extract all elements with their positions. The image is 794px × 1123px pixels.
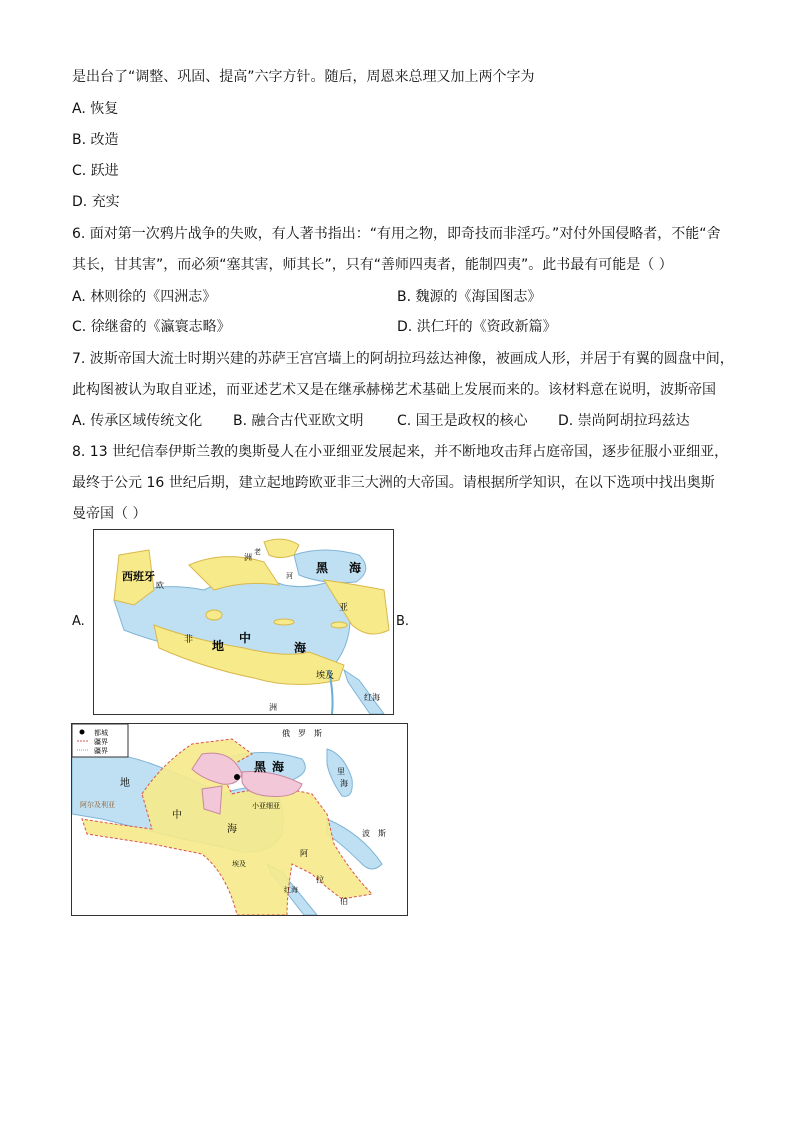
q8-stem-line1: 8. 13 世纪信奉伊斯兰教的奥斯曼人在小亚细亚发展起来，并不断地攻击拜占庭帝国，逐步征服小亚细亚， bbox=[72, 444, 729, 460]
map-a-label-red-sea: 红海 bbox=[364, 693, 380, 702]
q6-stem-line1: 6. 面对第一次鸦片战争的失败，有人著书指出：“有用之物，即奇技而非淫巧。”对付外国侵略者，不能“舍 bbox=[72, 226, 721, 242]
map-b-label-si2: 斯 bbox=[378, 829, 386, 838]
map-a-label-lao: 老 bbox=[254, 548, 261, 556]
map-a-label-spain: 西班牙 bbox=[122, 570, 155, 583]
map-b-label-si: 斯 bbox=[314, 729, 322, 738]
q7-stem-line1: 7. 波斯帝国大流士时期兴建的苏萨王宫宫墙上的阿胡拉玛兹达神像，被画成人形，并居于有翼的圆盘中间， bbox=[72, 351, 734, 367]
q6-stem-line2: 其长，甘其害”，而必须“塞其害，师其长”，只有“善师四夷者，能制四夷”。此书最有可能是（ ） bbox=[72, 257, 673, 273]
map-a-label-africa: 非 bbox=[184, 635, 194, 645]
q7-stem-line2: 此构图被认为取自亚述，而亚述艺术又是在继承赫梯艺术基础上发展而来的。该材料意在说明，波斯帝国 bbox=[72, 382, 716, 398]
map-b-label-black: 黑 bbox=[254, 760, 267, 774]
map-b-label-egypt: 埃及 bbox=[232, 860, 246, 868]
map-b-svg bbox=[72, 724, 407, 915]
q5-option-c[interactable]: C. 跃进 bbox=[72, 163, 119, 179]
map-a-label-europe: 欧 bbox=[156, 581, 164, 590]
map-b-label-red-sea: 红海 bbox=[284, 886, 298, 894]
map-b-label-bo: 波 bbox=[362, 829, 370, 838]
map-b-label-hai2: 海 bbox=[340, 779, 348, 788]
q6-option-a[interactable]: A. 林则徐的《四洲志》 bbox=[72, 289, 217, 305]
map-b-label-a: 阿 bbox=[300, 849, 308, 858]
q6-option-c[interactable]: C. 徐继畲的《瀛寰志略》 bbox=[72, 319, 231, 335]
map-b-label-algeria: 阿尔及利亚 bbox=[80, 801, 115, 809]
map-a-label-black: 黑 bbox=[316, 561, 329, 575]
map-a-label-sea: 海 bbox=[349, 561, 362, 575]
q8-option-a-label[interactable]: A. bbox=[72, 614, 85, 629]
q7-option-c[interactable]: C. 国王是政权的核心 bbox=[397, 413, 528, 429]
map-a-label-zhou: 洲 bbox=[244, 553, 252, 562]
map-b-legend-capital: 都城 bbox=[94, 729, 108, 737]
map-a-svg bbox=[94, 530, 393, 714]
map-b-label-anatolia: 小亚细亚 bbox=[252, 802, 280, 810]
q5-option-d[interactable]: D. 充实 bbox=[72, 194, 120, 210]
map-a-label-zhou2: 洲 bbox=[269, 703, 277, 712]
q5-option-a[interactable]: A. 恢复 bbox=[72, 101, 119, 117]
map-a[interactable] bbox=[93, 529, 394, 715]
map-b-label-di: 地 bbox=[120, 778, 130, 789]
q6-option-b[interactable]: B. 魏源的《海国图志》 bbox=[397, 289, 542, 305]
map-b-label-sea: 海 bbox=[272, 760, 285, 774]
map-a-label-hai: 海 bbox=[294, 641, 307, 655]
map-b-label-e: 俄 bbox=[282, 729, 290, 738]
map-b-label-li: 里 bbox=[337, 767, 345, 776]
map-b-legend-border1: 疆界 bbox=[94, 738, 108, 746]
map-b[interactable] bbox=[71, 723, 408, 916]
map-b-label-luo: 罗 bbox=[298, 729, 306, 738]
map-b-label-hai3: 海 bbox=[227, 824, 237, 835]
q5-stem: 是出台了“调整、巩固、提高”六字方针。随后，周恩来总理又加上两个字为 bbox=[72, 69, 535, 85]
q8-option-b-label[interactable]: B. bbox=[396, 614, 410, 629]
map-a-label-asia: 亚 bbox=[339, 603, 349, 613]
map-b-label-zhong: 中 bbox=[172, 810, 182, 821]
map-a-label-di: 地 bbox=[212, 639, 225, 653]
q7-option-a[interactable]: A. 传承区域传统文化 bbox=[72, 413, 203, 429]
map-a-label-egypt: 埃及 bbox=[316, 671, 335, 681]
map-b-label-la: 拉 bbox=[316, 875, 324, 884]
map-b-legend-border2: 疆界 bbox=[94, 747, 108, 755]
q8-stem-line2: 最终于公元 16 世纪后期，建立起地跨欧亚非三大洲的大帝国。请根据所学知识，在以下选项中找出奥斯 bbox=[72, 475, 715, 491]
map-a-label-river: 河 bbox=[286, 572, 293, 580]
map-a-label-zhong: 中 bbox=[239, 631, 252, 645]
q5-option-b[interactable]: B. 改造 bbox=[72, 132, 119, 148]
q8-stem-line3: 曼帝国（ ） bbox=[72, 506, 147, 522]
q6-option-d[interactable]: D. 洪仁玕的《资政新篇》 bbox=[397, 319, 557, 335]
q7-option-d[interactable]: D. 崇尚阿胡拉玛兹达 bbox=[558, 413, 690, 429]
q7-option-b[interactable]: B. 融合古代亚欧文明 bbox=[233, 413, 364, 429]
map-b-label-bo2: 伯 bbox=[340, 897, 348, 906]
